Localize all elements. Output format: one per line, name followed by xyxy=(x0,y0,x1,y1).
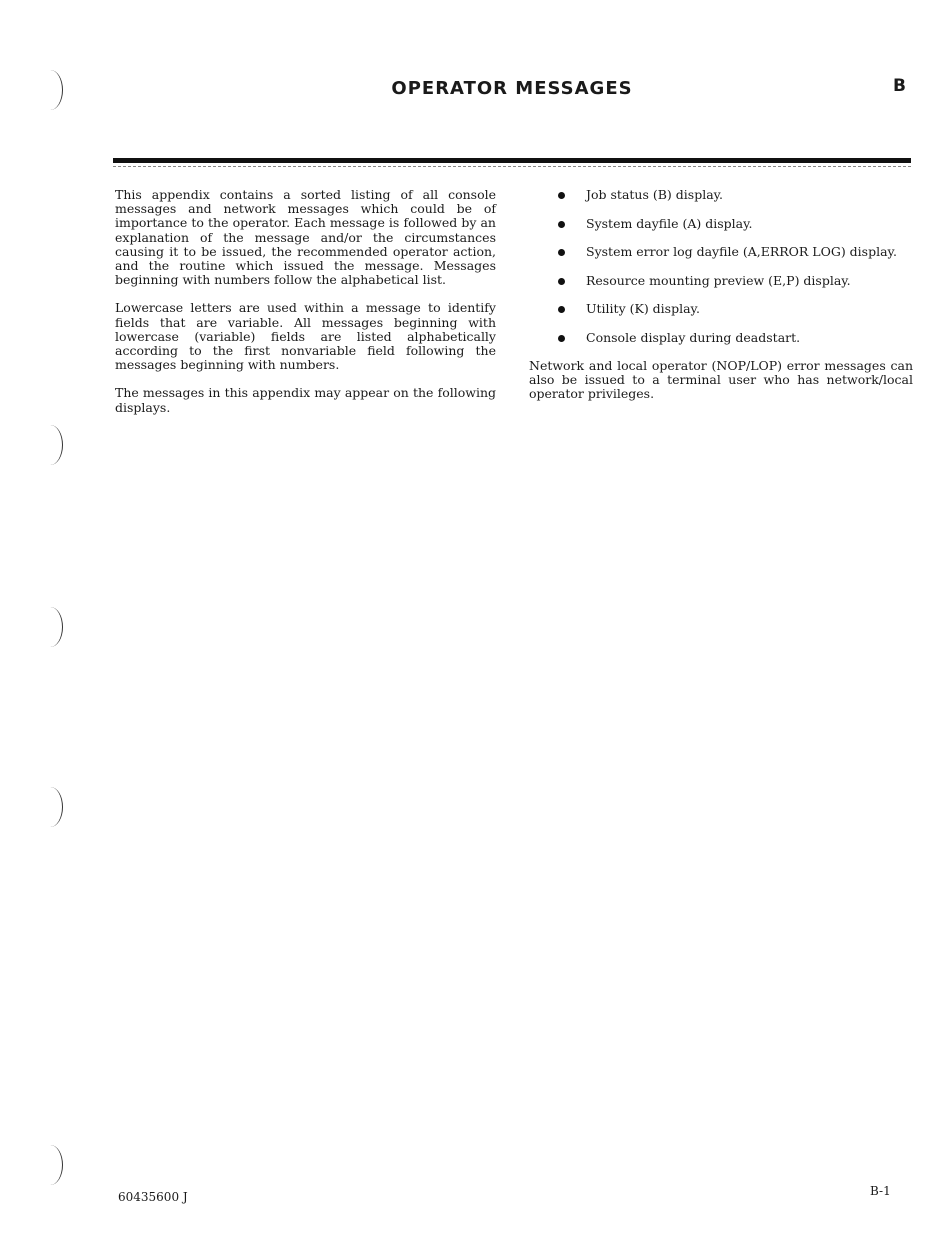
list-item: System error log dayfile (A,ERROR LOG) display. xyxy=(529,245,913,259)
list-item: Console display during deadstart. xyxy=(529,331,913,345)
page-number: B-1 xyxy=(870,1184,891,1198)
displays-paragraph: The messages in this appendix may appear on the following displays. xyxy=(115,385,496,415)
section-letter: B xyxy=(893,76,906,96)
bullet-icon xyxy=(558,192,565,199)
header-rule xyxy=(113,158,911,163)
bullet-icon xyxy=(558,306,565,313)
bullet-icon xyxy=(558,335,565,342)
bullet-icon xyxy=(558,249,565,256)
page-title: OPERATOR MESSAGES xyxy=(391,78,633,99)
lowercase-paragraph: Lowercase letters are used within a message to identify fields that are variable. All messages beginning with lowercase (variable) fields are listed alphabetically according to the first nonvariable field following the messages beginning with numbers. xyxy=(115,300,496,373)
header-rule-thin xyxy=(113,166,911,167)
binder-hole-mark xyxy=(38,607,63,647)
binder-hole-mark xyxy=(38,1145,63,1185)
display-list xyxy=(529,188,913,345)
network-paragraph: Network and local operator (NOP/LOP) error messages can also be issued to a terminal user who has network/local operator privileges. xyxy=(529,358,913,402)
binder-hole-mark xyxy=(38,425,63,465)
list-item: Resource mounting preview (E,P) display. xyxy=(529,274,913,288)
list-item: System dayfile (A) display. xyxy=(529,217,913,231)
intro-paragraph: This appendix contains a sorted listing of all console messages and network messages which could be of importance to the operator. Each message is followed by an explanation of the message and/or the circumstances causing it to be issued, the recommended operator action, and the routine which issued the message. Messages beginning with numbers follow the alphabetical list. xyxy=(115,187,496,288)
binder-hole-mark xyxy=(38,787,63,827)
document-number: 60435600 J xyxy=(118,1190,188,1204)
left-column xyxy=(115,188,496,429)
list-item: Utility (K) display. xyxy=(529,302,913,316)
bullet-icon xyxy=(558,221,565,228)
list-item: Job status (B) display. xyxy=(529,188,913,202)
bullet-icon xyxy=(558,278,565,285)
right-column xyxy=(529,188,913,416)
